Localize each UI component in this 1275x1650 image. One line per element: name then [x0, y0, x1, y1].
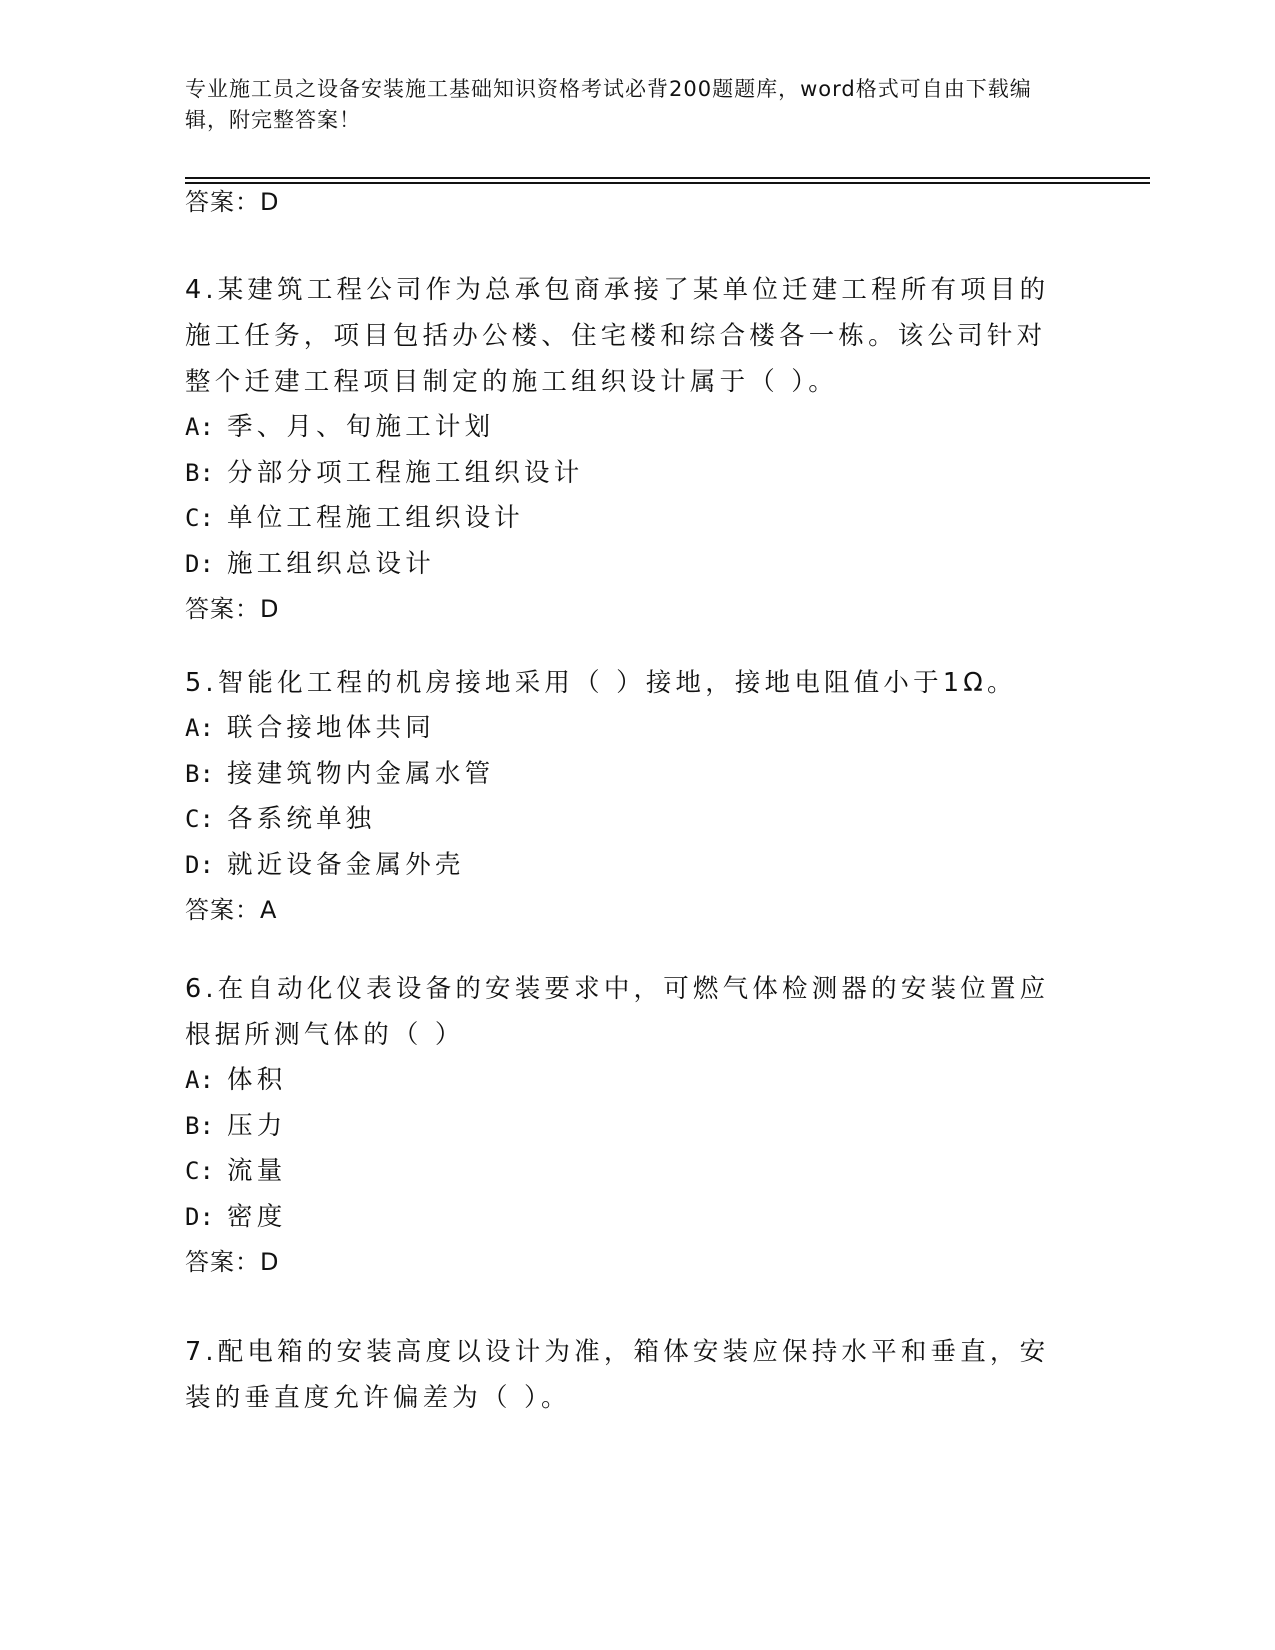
option-text: 分部分项工程施工组织设计 — [227, 457, 584, 488]
option-a — [185, 405, 1065, 451]
option-text: 单位工程施工组织设计 — [227, 503, 525, 533]
question-stem: 5.智能化工程的机房接地采用（ ）接地，接地电阻值小于1Ω。 — [185, 668, 1017, 698]
header-divider-top — [185, 177, 1150, 179]
question-stem: 4.某建筑工程公司作为总承包商承接了某单位迁建工程所有项目的施工任务，项目包括办公楼、住宅楼和综合楼各一栋。该公司针对整个迁建工程项目制定的施工组织设计属于（ ）。 — [185, 275, 1050, 397]
option-b — [185, 451, 1065, 497]
question-block — [185, 1329, 1065, 1421]
option-letter: B: — [185, 759, 214, 788]
answer-line: 答案：D — [185, 188, 280, 216]
option-letter: C: — [185, 1157, 214, 1185]
option-letter: A: — [185, 1066, 214, 1094]
option-text: 体积 — [227, 1065, 287, 1095]
option-c — [185, 1149, 1065, 1195]
option-a — [185, 1058, 1065, 1104]
option-c — [185, 496, 1065, 542]
option-text: 联合接地体共同 — [227, 713, 435, 743]
answer-line: 答案：D — [185, 1248, 280, 1276]
option-text: 就近设备金属外壳 — [227, 849, 465, 880]
page-header: 专业施工员之设备安装施工基础知识资格考试必背200题题库，word格式可自由下载编辑，附完整答案！ — [185, 77, 1032, 132]
option-text: 各系统单独 — [227, 804, 376, 834]
answer-line: 答案：A — [185, 896, 278, 924]
option-letter: C: — [185, 805, 214, 833]
option-text: 压力 — [227, 1110, 287, 1141]
option-letter: C: — [185, 504, 214, 532]
option-letter: A: — [185, 413, 214, 441]
question-block — [185, 660, 1065, 934]
question-stem: 7.配电箱的安装高度以设计为准，箱体安装应保持水平和垂直，安装的垂直度允许偏差为（ ）。 — [185, 1337, 1050, 1413]
answer-line: 答案：D — [185, 595, 280, 623]
option-letter: B: — [185, 458, 214, 487]
option-a — [185, 706, 1065, 752]
option-c — [185, 797, 1065, 843]
option-letter: B: — [185, 1111, 214, 1140]
option-letter: D: — [185, 1202, 214, 1231]
question-block — [185, 966, 1065, 1286]
option-b — [185, 1104, 1065, 1150]
question-stem: 6.在自动化仪表设备的安装要求中，可燃气体检测器的安装位置应根据所测气体的（ ） — [185, 974, 1050, 1050]
question-block — [185, 267, 1065, 633]
option-letter: D: — [185, 850, 214, 879]
option-text: 施工组织总设计 — [227, 548, 435, 579]
option-text: 流量 — [227, 1156, 287, 1186]
option-text: 季、月、旬施工计划 — [227, 412, 495, 442]
option-letter: A: — [185, 714, 214, 742]
option-b — [185, 752, 1065, 798]
option-d — [185, 843, 1065, 889]
option-text: 接建筑物内金属水管 — [227, 758, 495, 789]
option-text: 密度 — [227, 1201, 287, 1232]
option-d — [185, 1195, 1065, 1241]
option-d — [185, 542, 1065, 588]
header-divider-bottom — [185, 182, 1150, 184]
option-letter: D: — [185, 549, 214, 578]
